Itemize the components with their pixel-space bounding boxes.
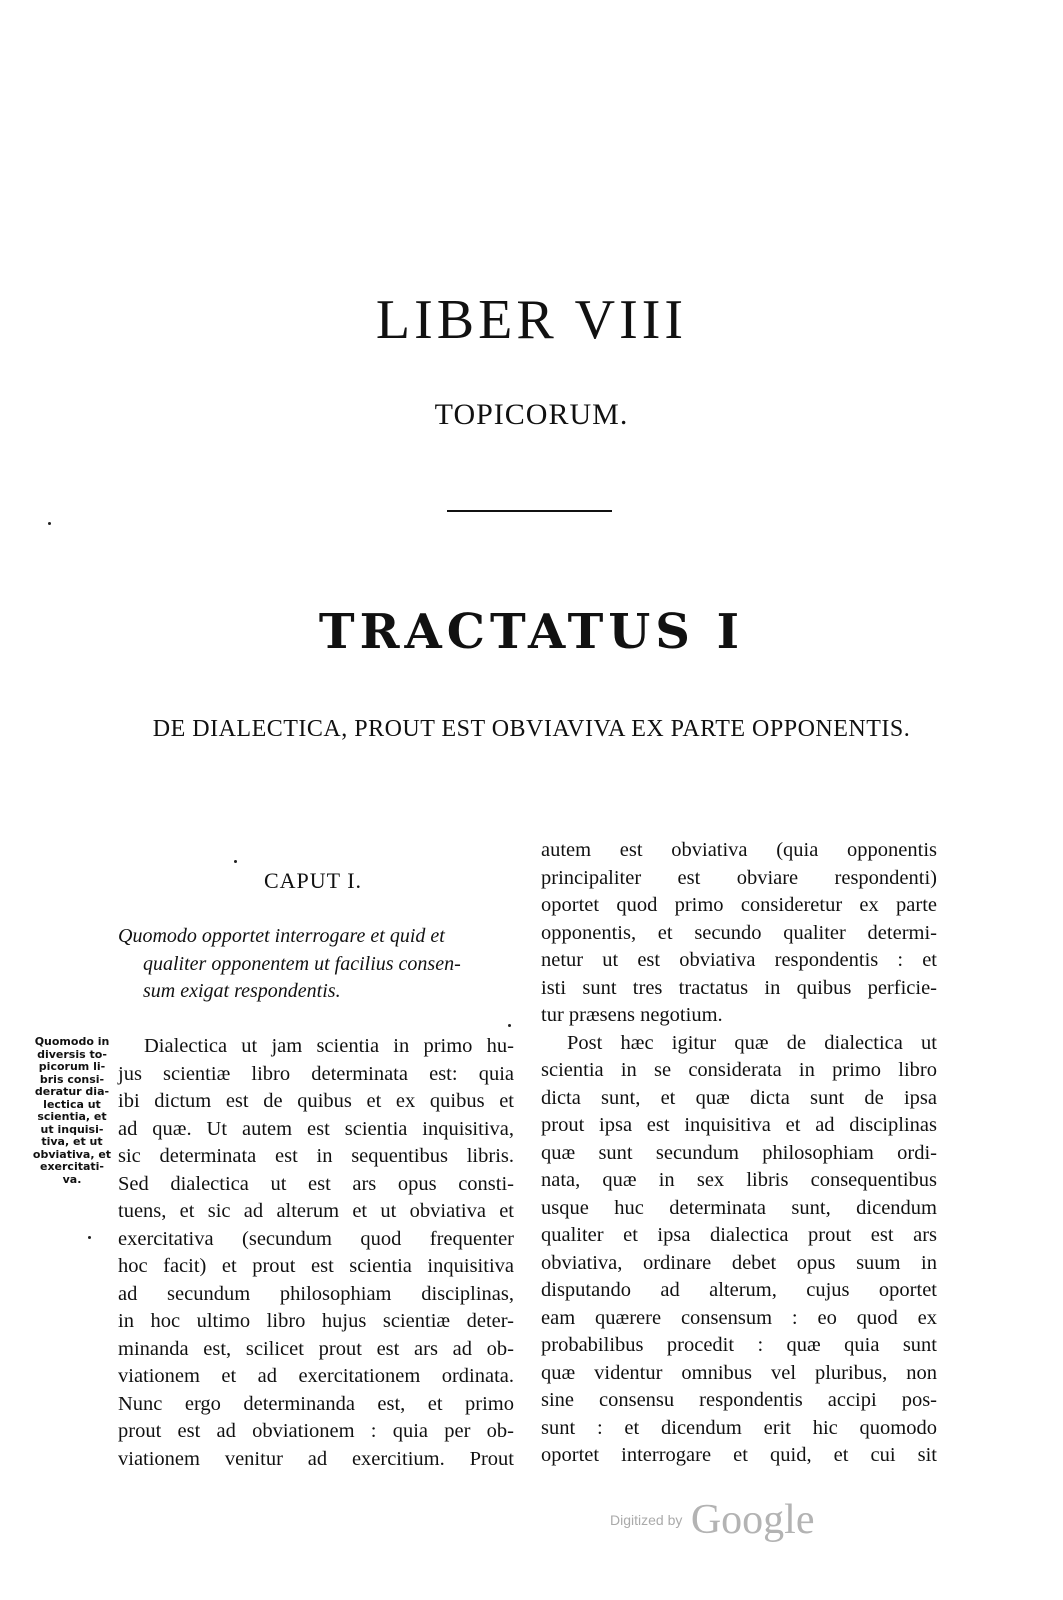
speck-mark — [48, 522, 51, 525]
text-line: ibi dictum est de quibus et ex quibus et — [118, 1090, 514, 1112]
text-line: Sed dialectica ut est ars opus consti- — [118, 1172, 514, 1195]
text-line: Nunc ergo determinanda est, et primo — [118, 1392, 514, 1415]
margin-line: deratur dia- — [34, 1085, 110, 1098]
margin-line: ut inquisi- — [40, 1122, 104, 1136]
text-line: qualiter et ipsa dialectica prout est ars — [541, 1224, 937, 1246]
right-column — [541, 837, 937, 1470]
book-subtitle: TOPICORUM. — [434, 398, 629, 431]
margin-line: diversis to- — [37, 1047, 107, 1061]
margin-line: picorum li- — [38, 1060, 106, 1073]
digitized-watermark — [610, 1496, 814, 1544]
summary-line: Quomodo opportet interrogare et quid et — [118, 925, 445, 947]
text-line: disputando ad alterum, cujus oportet — [541, 1279, 937, 1301]
text-line: viationem et ad exercitationem ordinata. — [118, 1365, 514, 1387]
text-line: netur ut est obviativa respondentis : et — [541, 949, 937, 971]
text-line: obviativa, ordinare debet opus suum in — [541, 1251, 937, 1274]
text-line: prout est ad obviationem : quia per ob- — [118, 1420, 514, 1442]
text-line: minanda est, scilicet prout est ars ad ob- — [118, 1337, 514, 1360]
text-line: in hoc ultimo libro hujus scientiæ deter- — [118, 1310, 514, 1332]
margin-line: Quomodo in — [34, 1035, 110, 1048]
text-line: nata, quæ in sex libris consequentibus — [541, 1169, 937, 1191]
margin-line: va. — [62, 1172, 82, 1186]
chapter-summary — [118, 923, 518, 1006]
text-line: ad quæ. Ut autem est scientia inquisitiva, — [118, 1117, 514, 1140]
chapter-title: CAPUT I. — [264, 868, 363, 893]
watermark-text: Digitized by — [610, 1512, 683, 1528]
speck-mark — [508, 1024, 511, 1027]
margin-line: tiva, et ut — [41, 1135, 103, 1148]
text-line: eam quærere consensum : eo quod ex — [541, 1306, 937, 1329]
text-line: usque huc determinata sunt, dicendum — [541, 1196, 937, 1219]
section-divider — [447, 510, 612, 512]
text-line: oportet quod primo consideretur ex parte — [541, 894, 937, 916]
text-line: autem est obviativa (quia opponentis — [541, 839, 937, 861]
text-line: sic determinata est in sequentibus libris. — [118, 1145, 514, 1167]
text-line: viationem venitur ad exercitium. Prout — [118, 1447, 514, 1470]
tractatus-title: TRACTATUS I — [318, 604, 745, 660]
text-line: quæ sunt secundum philosophiam ordi- — [541, 1141, 937, 1164]
speck-mark — [88, 1236, 91, 1239]
speck-mark — [234, 860, 237, 863]
margin-line: bris consi- — [39, 1072, 105, 1086]
margin-note — [30, 1036, 114, 1186]
text-line: isti sunt tres tractatus in quibus perficie- — [541, 976, 937, 999]
tractatus-subtitle: DE DIALECTICA, PROUT EST OBVIAVIVA EX PARTE OPPONENTIS. — [152, 716, 911, 742]
text-line: probabilibus procedit : quæ quia sunt — [541, 1334, 937, 1356]
margin-line: obviativa, et — [32, 1147, 112, 1161]
text-line: principaliter est obviare respondenti) — [541, 866, 937, 889]
text-line: Dialectica ut jam scientia in primo hu- — [144, 1035, 514, 1057]
text-line: tuens, et sic ad alterum et ut obviativa et — [118, 1200, 514, 1222]
text-line: jus scientiæ libro determinata est: quia — [118, 1062, 514, 1085]
text-line: dicta sunt, et quæ dicta sunt de ipsa — [541, 1086, 937, 1109]
book-title: LIBER VIII — [375, 289, 688, 351]
text-line: prout ipsa est inquisitiva et ad disciplinas — [541, 1114, 937, 1136]
margin-line: lectica ut — [43, 1097, 101, 1111]
text-line: ad secundum philosophiam disciplinas, — [118, 1282, 514, 1305]
margin-line: scientia, et — [37, 1110, 107, 1123]
summary-line: sum exigat respondentis. — [143, 980, 341, 1002]
summary-line: qualiter opponentem ut facilius consen- — [143, 952, 461, 975]
text-line: exercitativa (secundum quod frequenter — [118, 1227, 514, 1250]
text-line: opponentis, et secundo qualiter determi- — [541, 921, 937, 944]
left-column — [118, 1033, 514, 1473]
margin-line: exercitati- — [39, 1160, 104, 1173]
text-line: oportet interrogare et quid, et cui sit — [541, 1444, 937, 1466]
text-line: Post hæc igitur quæ de dialectica ut — [567, 1031, 937, 1054]
text-line: hoc facit) et prout est scientia inquisitiva — [118, 1255, 514, 1277]
google-logo: Google — [690, 1497, 815, 1543]
text-line: scientia in se considerata in primo libro — [541, 1059, 937, 1081]
text-line: quæ videntur omnibus vel pluribus, non — [541, 1361, 937, 1384]
text-line: sunt : et dicendum erit hic quomodo — [541, 1416, 937, 1439]
text-line: tur præsens negotium. — [541, 1004, 723, 1026]
text-line: sine consensu respondentis accipi pos- — [541, 1389, 937, 1411]
